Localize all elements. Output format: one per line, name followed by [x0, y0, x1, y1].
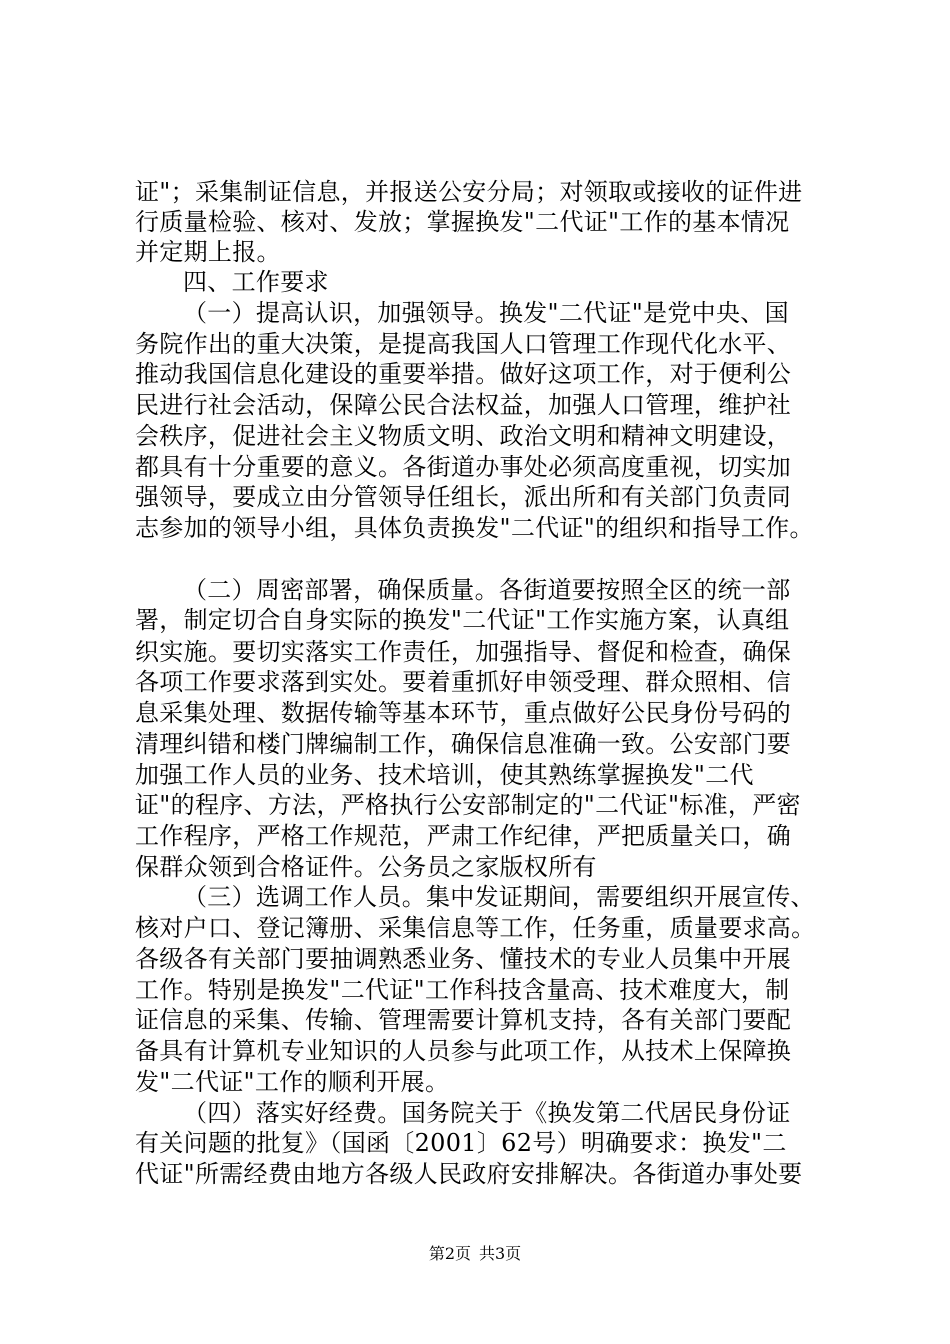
text-line: （四）落实好经费。国务院关于《换发第二代居民身份证 — [183, 1099, 791, 1127]
text-line: 有关问题的批复》（国函〔2001〕62号）明确要求：换发"二 — [135, 1129, 787, 1157]
text-line: 备具有计算机专业知识的人员参与此项工作，从技术上保障换 — [135, 1037, 792, 1065]
text-line: （一）提高认识，加强领导。换发"二代证"是党中央、国 — [183, 299, 789, 327]
text-line: 强领导，要成立由分管领导任组长，派出所和有关部门负责同 — [135, 483, 792, 511]
text-line: 民进行社会活动，保障公民合法权益，加强人口管理，维护社 — [135, 391, 792, 419]
text-line: 工作程序，严格工作规范，严肃工作纪律，严把质量关口，确 — [135, 822, 792, 850]
text-line: 清理纠错和楼门牌编制工作，确保信息准确一致。公安部门要 — [135, 730, 792, 758]
text-line: 发"二代证"工作的顺利开展。 — [135, 1068, 450, 1096]
text-line: 务院作出的重大决策，是提高我国人口管理工作现代化水平、 — [135, 330, 792, 358]
text-line: 加强工作人员的业务、技术培训，使其熟练掌握换发"二代 — [135, 761, 754, 789]
page-total: 共3页 — [479, 1244, 522, 1263]
text-line: 代证"所需经费由地方各级人民政府安排解决。各街道办事处要 — [135, 1160, 803, 1188]
section-heading: 四、工作要求 — [183, 268, 329, 296]
text-line: 都具有十分重要的意义。各街道办事处必须高度重视，切实加 — [135, 453, 792, 481]
text-line: 证"的程序、方法，严格执行公安部制定的"二代证"标准，严密 — [135, 791, 801, 819]
text-line: 会秩序，促进社会主义物质文明、政治文明和精神文明建设， — [135, 422, 792, 450]
text-line: 并定期上报。 — [135, 238, 281, 266]
text-line: 证"；采集制证信息，并报送公安分局；对领取或接收的证件进 — [135, 178, 803, 206]
text-line: 推动我国信息化建设的重要举措。做好这项工作，对于便利公 — [135, 360, 792, 388]
text-line: 各级各有关部门要抽调熟悉业务、懂技术的专业人员集中开展 — [135, 945, 792, 973]
text-line: 署，制定切合自身实际的换发"二代证"工作实施方案，认真组 — [135, 606, 790, 634]
text-line: 证信息的采集、传输、管理需要计算机支持，各有关部门要配 — [135, 1006, 792, 1034]
text-line: 各项工作要求落到实处。要着重抓好申领受理、群众照相、信 — [135, 668, 792, 696]
text-line: （二）周密部署，确保质量。各街道要按照全区的统一部 — [183, 576, 791, 604]
page-number: 第2页 — [428, 1244, 471, 1263]
text-line: 保群众领到合格证件。公务员之家版权所有 — [135, 853, 597, 881]
text-line: 行质量检验、核对、发放；掌握换发"二代证"工作的基本情况 — [135, 208, 790, 236]
text-line: 志参加的领导小组，具体负责换发"二代证"的组织和指导工作。 — [135, 514, 814, 542]
page-footer — [0, 1244, 950, 1264]
text-line: 核对户口、登记簿册、采集信息等工作，任务重，质量要求高。 — [135, 914, 816, 942]
text-line: 工作。特别是换发"二代证"工作科技含量高、技术难度大，制 — [135, 976, 790, 1004]
text-line: （三）选调工作人员。集中发证期间，需要组织开展宣传、 — [183, 883, 815, 911]
text-line: 息采集处理、数据传输等基本环节，重点做好公民身份号码的 — [135, 699, 792, 727]
text-line: 织实施。要切实落实工作责任，加强指导、督促和检查，确保 — [135, 638, 792, 666]
